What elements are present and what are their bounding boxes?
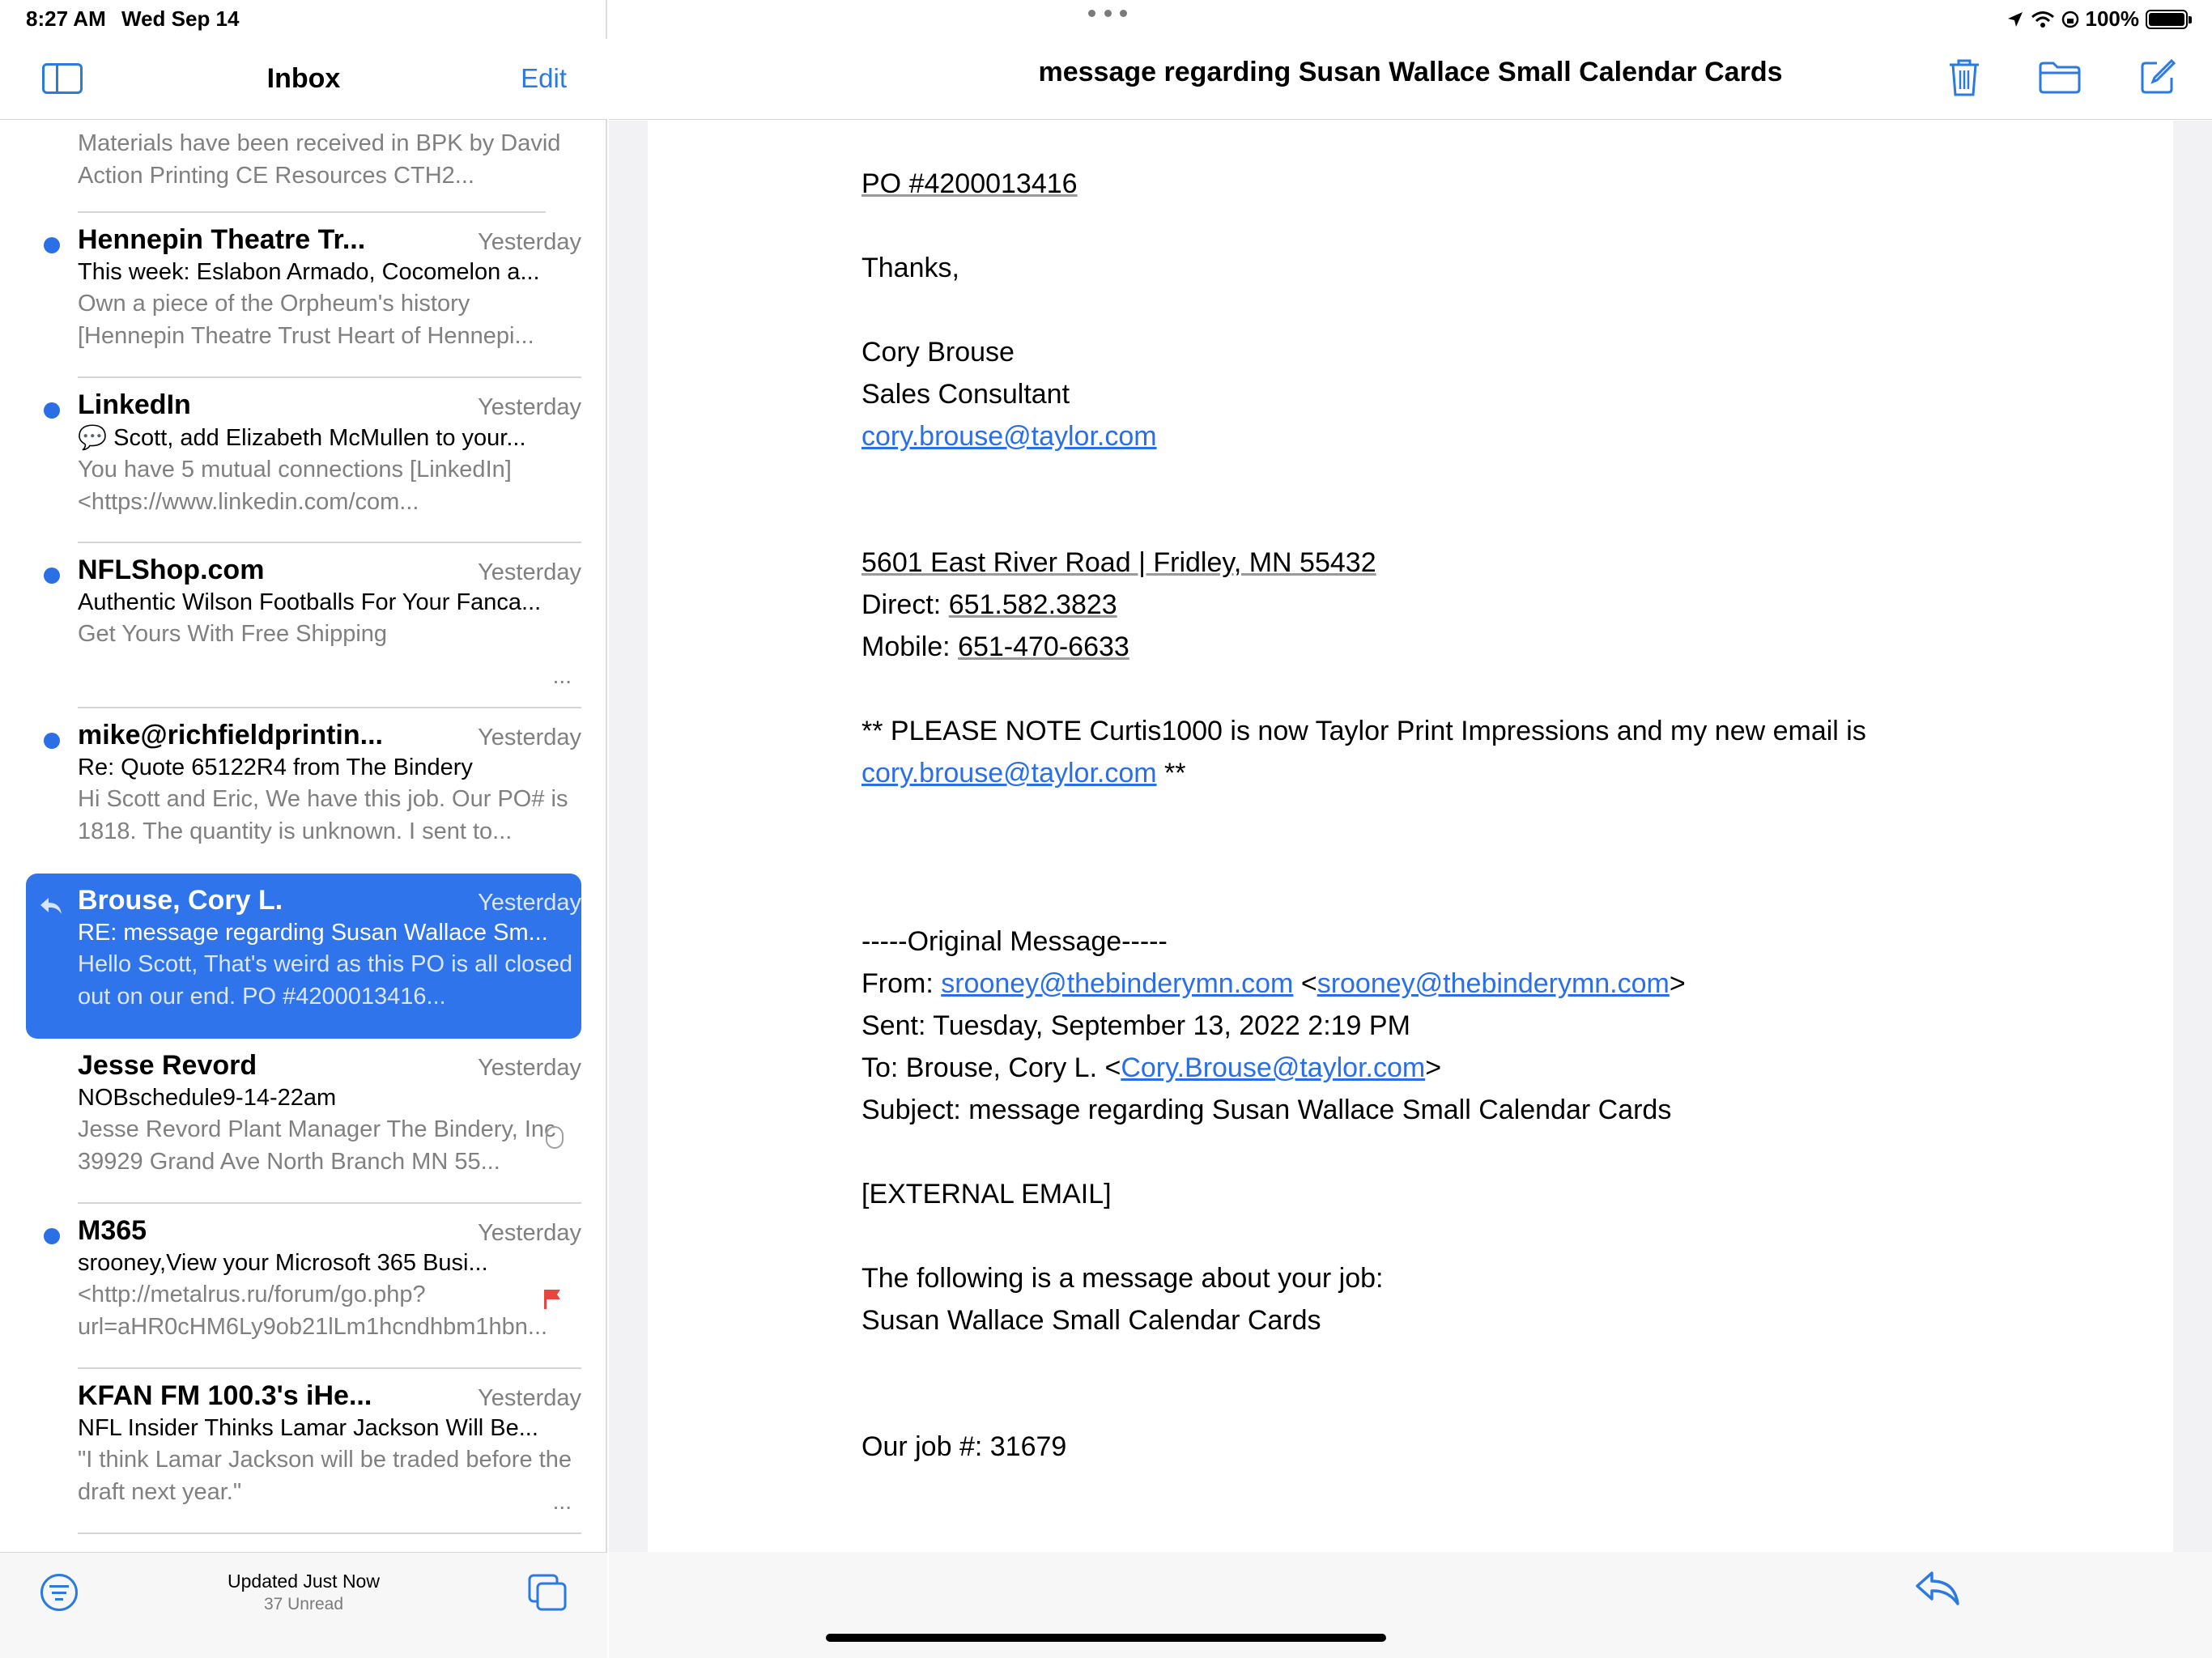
message-sender: M365: [78, 1215, 147, 1246]
message-sender: LinkedIn: [78, 389, 191, 420]
message-preview: Get Yours With Free Shipping: [78, 621, 388, 647]
inbox-title: Inbox: [266, 63, 341, 94]
message-subject: NFL Insider Thinks Lamar Jackson Will Be...: [78, 1415, 538, 1441]
folder-icon[interactable]: [2039, 62, 2081, 94]
message-date: Yesterday: [478, 1385, 581, 1411]
mailbox-sidebar: [0, 0, 607, 1658]
to-line: To: Brouse, Cory L. <Cory.Brouse@taylor.com>: [861, 1052, 1442, 1083]
screen-lock-icon: [2061, 11, 2079, 28]
message-preview: Own a piece of the Orpheum's history [Hennepin Theatre Trust Heart of Hennepi...: [78, 291, 534, 349]
reply-icon[interactable]: [1914, 1568, 1963, 1609]
unread-count: 37 Unread: [263, 1595, 344, 1613]
message-preview: Jesse Revord Plant Manager The Bindery, Inc 39929 Grand Ave North Branch MN 55...: [78, 1116, 556, 1175]
list-item[interactable]: [26, 1039, 581, 1204]
attachment-paperclip-icon: [546, 1126, 564, 1149]
from-email-link[interactable]: srooney@thebinderymn.com: [941, 968, 1294, 999]
sent-line: Sent: Tuesday, September 13, 2022 2:19 PM: [861, 1010, 1410, 1041]
window-switcher-icon[interactable]: [528, 1574, 567, 1611]
list-item-partial[interactable]: [78, 1534, 607, 1552]
trash-icon[interactable]: [1946, 58, 1982, 97]
replied-arrow-icon: [39, 896, 63, 916]
message-subject: NOBschedule9-14-22am: [78, 1085, 337, 1111]
external-email-tag: [EXTERNAL EMAIL]: [861, 1179, 1112, 1209]
list-item-partial[interactable]: [78, 121, 573, 213]
signature-role: Sales Consultant: [861, 379, 1070, 410]
status-bar: [0, 0, 2212, 39]
unread-dot-icon: [44, 568, 60, 584]
multitasking-dots-icon[interactable]: [1088, 10, 1127, 17]
message-date: Yesterday: [478, 1220, 581, 1246]
message-preview: "I think Lamar Jackson will be traded before the draft next year.": [78, 1447, 572, 1505]
message-preview: Materials have been received in BPK by David Action Printing CE Resources CTH2...: [78, 130, 561, 189]
compose-icon[interactable]: [2139, 58, 2176, 96]
following-text: The following is a message about your job:: [861, 1263, 1384, 1294]
unread-dot-icon: [44, 237, 60, 253]
flag-icon: [542, 1288, 562, 1309]
message-sender: Brouse, Cory L.: [78, 885, 283, 916]
note-email-link[interactable]: cory.brouse@taylor.com: [861, 758, 1157, 789]
job-name: Susan Wallace Small Calendar Cards: [861, 1305, 1321, 1336]
status-indicators: [2006, 6, 2189, 32]
thanks-text: Thanks,: [861, 253, 959, 283]
message-sender: KFAN FM 100.3's iHe...: [78, 1380, 372, 1411]
message-title: message regarding Susan Wallace Small Calendar Cards: [1038, 57, 1783, 87]
original-message-header: -----Original Message-----: [861, 926, 1168, 957]
to-email-link[interactable]: Cory.Brouse@taylor.com: [1121, 1052, 1426, 1083]
list-item[interactable]: [26, 1204, 581, 1369]
address-link[interactable]: 5601 East River Road | Fridley, MN 55432: [861, 547, 1376, 578]
mobile-label: Mobile:: [861, 631, 959, 662]
more-ellipsis: ...: [552, 1489, 572, 1514]
message-preview: Hello Scott, That's weird as this PO is all closed out on our end. PO #4200013416...: [78, 951, 573, 1010]
list-item[interactable]: [26, 708, 581, 874]
signature-email-link[interactable]: cory.brouse@taylor.com: [861, 421, 1157, 452]
edit-button[interactable]: Edit: [521, 63, 567, 93]
location-icon: [2006, 11, 2024, 28]
message-preview: Hi Scott and Eric, We have this job. Our PO# is 1818. The quantity is unknown. I sent to...: [78, 786, 568, 844]
message-subject: Re: Quote 65122R4 from The Bindery: [78, 755, 473, 780]
message-subject: This week: Eslabon Armado, Cocomelon a...: [78, 259, 540, 285]
list-item[interactable]: [26, 543, 581, 708]
update-status: Updated Just Now: [228, 1571, 380, 1592]
list-item-selected[interactable]: [26, 874, 581, 1039]
job-number: Our job #: 31679: [861, 1431, 1067, 1462]
po-number[interactable]: PO #4200013416: [861, 168, 1078, 199]
message-date: Yesterday: [478, 394, 581, 420]
from-email-link-2[interactable]: srooney@thebinderymn.com: [1317, 968, 1670, 999]
list-item[interactable]: [26, 213, 581, 378]
message-body[interactable]: [648, 121, 2173, 1552]
wifi-icon: [2031, 11, 2055, 28]
to-label: To: Brouse, Cory L. <: [861, 1052, 1121, 1083]
more-ellipsis: ...: [552, 663, 572, 688]
direct-label: Direct:: [861, 589, 949, 620]
message-subject: RE: message regarding Susan Wallace Sm...: [78, 920, 548, 946]
note-email-line: [861, 752, 2076, 794]
status-date: Wed Sep 14: [121, 6, 240, 31]
unread-dot-icon: [44, 1228, 60, 1244]
battery-icon: [2146, 10, 2188, 29]
list-item[interactable]: [26, 1369, 581, 1534]
note-end: **: [1156, 758, 1186, 789]
from-label: From:: [861, 968, 942, 999]
list-item[interactable]: [26, 378, 581, 543]
direct-phone-link[interactable]: 651.582.3823: [948, 589, 1117, 620]
sidebar-toolbar: [0, 1552, 607, 1658]
sidebar-header: [0, 39, 607, 120]
message-sender: mike@richfieldprintin...: [78, 720, 383, 750]
unread-dot-icon: [44, 733, 60, 749]
unread-dot-icon: [44, 402, 60, 419]
message-preview: You have 5 mutual connections [LinkedIn]<https://www.linkedin.com/com...: [78, 457, 512, 515]
message-sender: NFLShop.com: [78, 555, 265, 585]
message-subject: srooney,View your Microsoft 365 Busi...: [78, 1250, 488, 1276]
message-toolbar: [609, 1552, 2212, 1658]
message-subject: 💬 Scott, add Elizabeth McMullen to your...: [78, 425, 526, 451]
message-subject: Authentic Wilson Footballs For Your Fanca...: [78, 589, 542, 615]
status-time: 8:27 AM: [26, 6, 106, 31]
message-header-bar: [609, 39, 2212, 120]
subject-line: Subject: message regarding Susan Wallace Small Calendar Cards: [861, 1095, 1672, 1125]
message-preview: <http://metalrus.ru/forum/go.php?url=aHR0cHM6Ly9ob21lLm1hcndhbm1hbn...: [78, 1282, 548, 1340]
mobile-phone-link[interactable]: 651-470-6633: [958, 631, 1129, 662]
message-sender: Hennepin Theatre Tr...: [78, 224, 366, 255]
message-date: Yesterday: [478, 725, 581, 750]
mobile-phone-line: [861, 626, 2076, 668]
message-date: Yesterday: [478, 1055, 581, 1081]
battery-percent: 100%: [2085, 6, 2139, 31]
home-indicator[interactable]: [826, 1634, 1386, 1642]
from-line: From: srooney@thebinderymn.com <srooney@thebinderymn.com>: [861, 968, 1686, 999]
note-text: ** PLEASE NOTE Curtis1000 is now Taylor Print Impressions and my new email is: [861, 716, 1866, 746]
message-date: Yesterday: [478, 890, 581, 916]
message-date: Yesterday: [478, 559, 581, 585]
signature-name: Cory Brouse: [861, 337, 1015, 368]
direct-phone-line: [861, 584, 2076, 626]
message-date: Yesterday: [478, 229, 581, 255]
message-list[interactable]: [0, 121, 607, 1552]
message-sender: Jesse Revord: [78, 1050, 257, 1081]
